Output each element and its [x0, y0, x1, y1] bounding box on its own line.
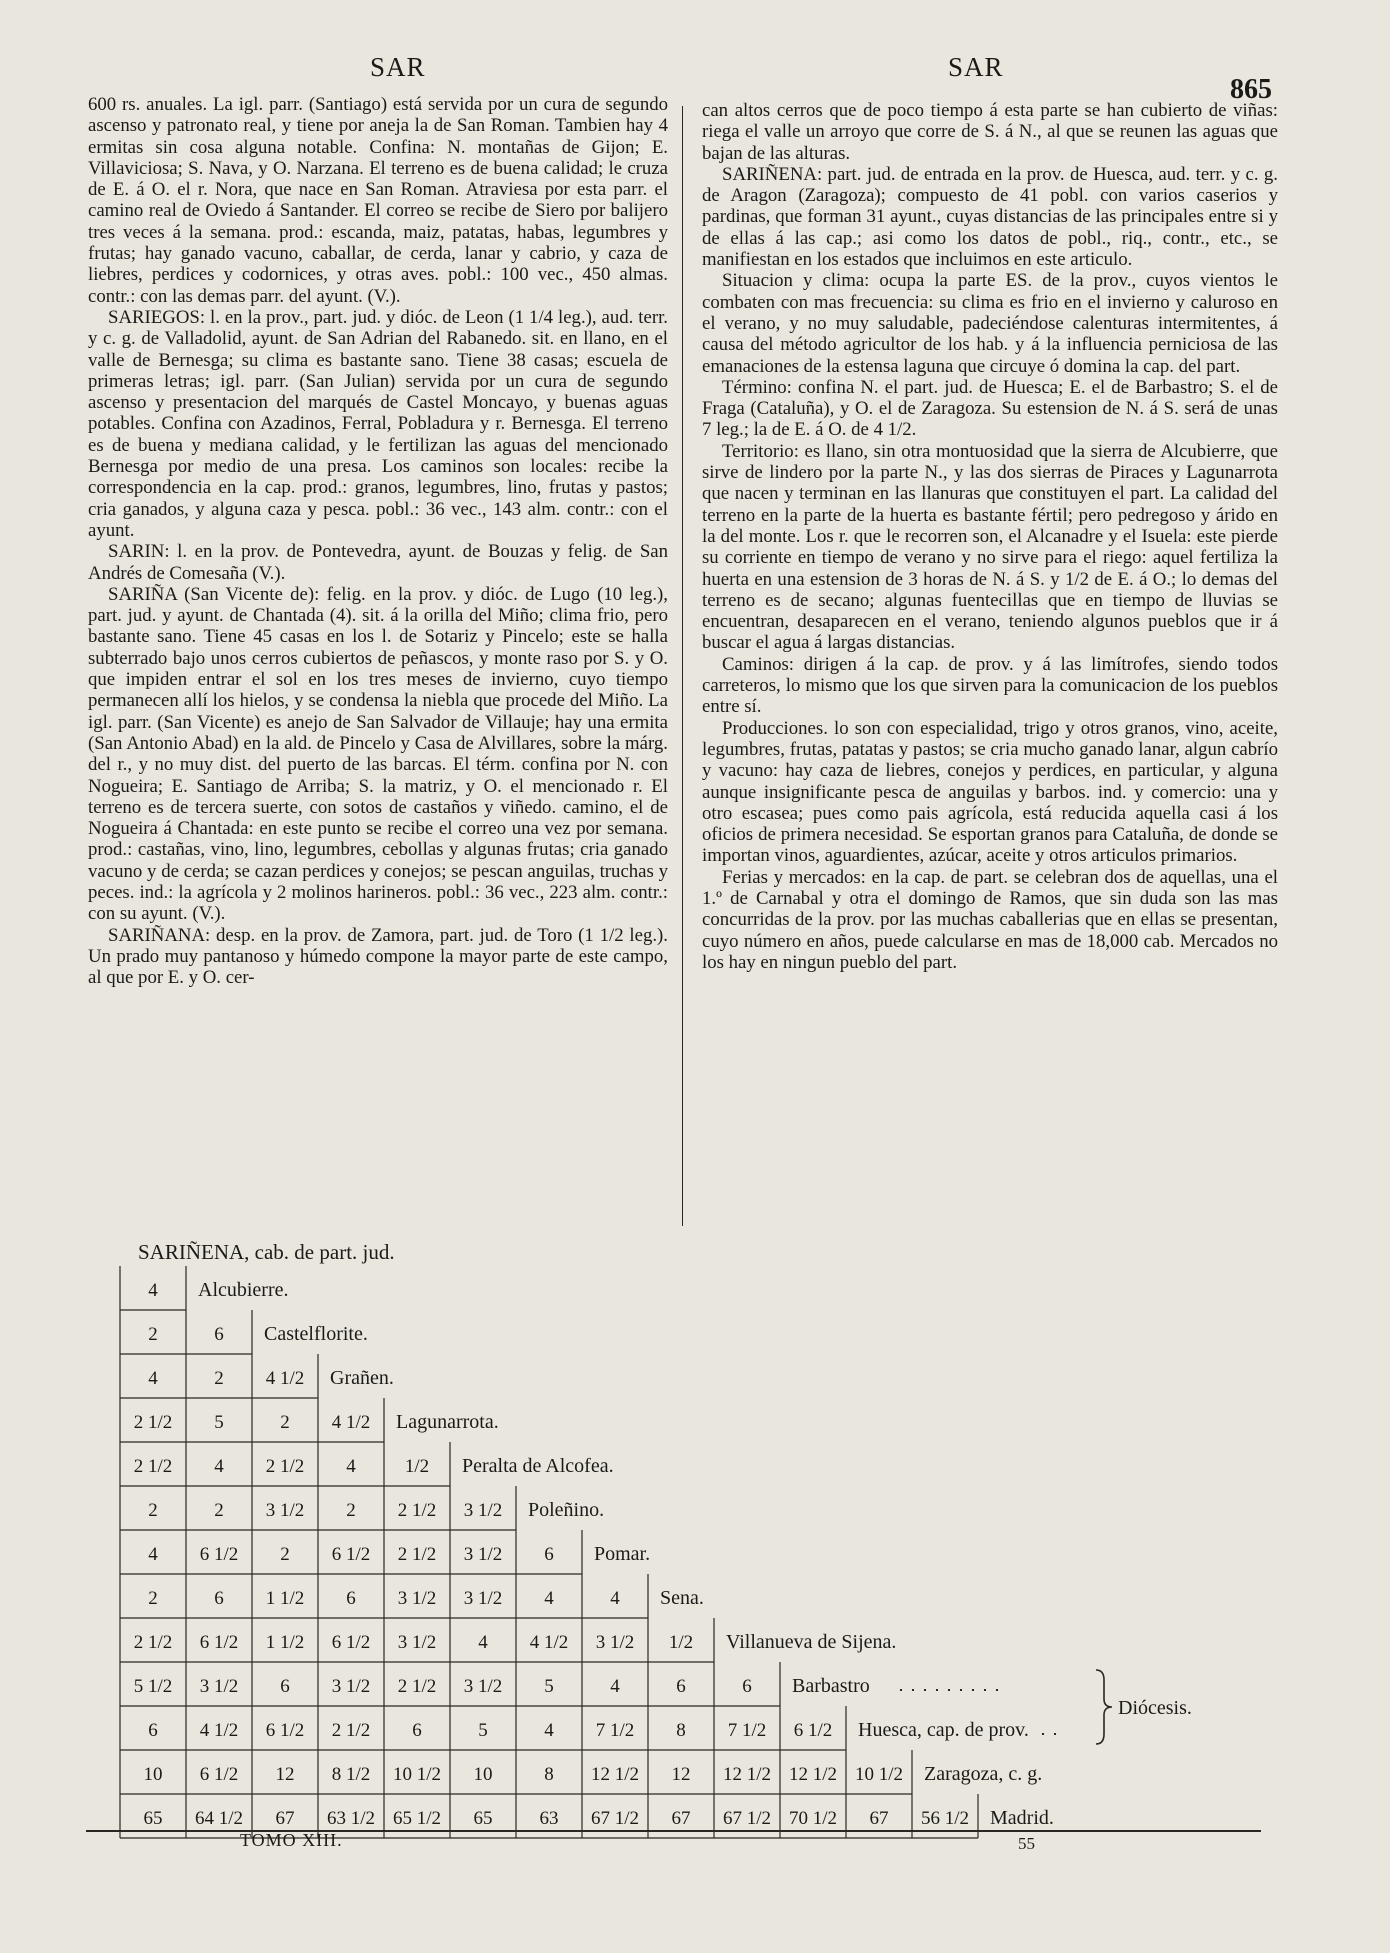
- table-cell: 12: [275, 1764, 295, 1785]
- table-cell: 6 1/2: [199, 1632, 239, 1653]
- table-cell: 4: [544, 1720, 554, 1741]
- left-column: [88, 94, 668, 988]
- table-cell: 2: [346, 1500, 356, 1521]
- table-cell: 4: [346, 1456, 356, 1477]
- table-cell: 67 1/2: [590, 1808, 640, 1829]
- table-cell: 6 1/2: [793, 1720, 833, 1741]
- right-paragraph: Situacion y clima: ocupa la parte ES. de la prov., cuyos vientos le combaten con mas frecuencia: su clima es frio en el invierno y caluroso en el verano, y no muy saludable, padeciéndose calenturas intermitentes, á causa del método agricultor de los hab. y á la influencia perniciosa de las emanaciones de la estensa laguna que circuye ó domina la cap. del part.: [702, 270, 1278, 377]
- table-cell: 12: [671, 1764, 691, 1785]
- table-cell: 6: [214, 1588, 224, 1609]
- table-cell: 2: [148, 1588, 158, 1609]
- footer-signature: 55: [1018, 1834, 1035, 1853]
- table-cell: 3 1/2: [463, 1588, 503, 1609]
- table-cell: 6: [214, 1324, 224, 1345]
- table-cell: 12 1/2: [722, 1764, 772, 1785]
- table-cell: 70 1/2: [788, 1808, 838, 1829]
- table-cell: 10 1/2: [854, 1764, 904, 1785]
- table-cell: 8: [676, 1720, 686, 1741]
- distance-table-title: SARIÑENA, cab. de part. jud.: [138, 1240, 395, 1264]
- table-cell: 1 1/2: [265, 1632, 305, 1653]
- bracket-label: Diócesis.: [1118, 1697, 1192, 1719]
- table-cell: 2: [148, 1324, 158, 1345]
- table-row-label: Alcubierre.: [198, 1279, 289, 1301]
- running-header-left: SAR: [370, 52, 426, 82]
- table-cell: 5: [544, 1676, 554, 1697]
- table-cell: 10: [143, 1764, 163, 1785]
- table-cell: 5 1/2: [133, 1676, 173, 1697]
- table-row-label: Peralta de Alcofea.: [462, 1455, 614, 1477]
- left-paragraph: 600 rs. anuales. La igl. parr. (Santiago) está servida por un cura de segundo ascenso y patronato real, y tiene por aneja la de San Roman. Tambien hay 4 ermitas sin cosa alguna notable. Confina: N. montañas de Gijon; E. Villaviciosa; S. Nava, y O. Narzana. El terreno es de buena calidad; le cruza de E. á O. el r. Nora, que nace en San Roman. Atraviesa por esta parr. el camino real de Oviedo á Santander. El correo se recibe de Siero por balijero tres veces á la semana. prod.: escanda, maiz, patatas, habas, legumbres y frutas; hay ganado vacuno, caballar, de cerda, lanar y cabrio, y caza de liebres, perdices y codornices, y otras aves. pobl.: 100 vec., 450 almas. contr.: con las demas parr. del ayunt. (V.).: [88, 94, 668, 307]
- table-cell: 63 1/2: [326, 1808, 376, 1829]
- table-cell: 6 1/2: [199, 1544, 239, 1565]
- table-cell: 67: [869, 1808, 889, 1829]
- table-row-label: Barbastro: [792, 1675, 870, 1697]
- table-cell: 7 1/2: [727, 1720, 767, 1741]
- table-row-label: Sena.: [660, 1587, 704, 1609]
- table-cell: 7 1/2: [595, 1720, 635, 1741]
- table-cell: 2 1/2: [133, 1412, 173, 1433]
- table-cell: 4 1/2: [199, 1720, 239, 1741]
- footer-volume: TOMO XIII.: [240, 1830, 343, 1850]
- right-paragraph: SARIÑENA: part. jud. de entrada en la prov. de Huesca, aud. terr. y c. g. de Aragon (Zaragoza); compuesto de 41 pobl. con varios caserios y pardinas, que forman 31 ayunt., cuyas distancias de las principales entre si y de ellas á las cap.; asi como los datos de pobl., riq., contr., etc., se manifiestan en los estados que incluimos en este articulo.: [702, 163, 1278, 271]
- table-cell: 2 1/2: [133, 1456, 173, 1477]
- distance-table: [120, 1266, 1280, 1836]
- table-cell: 1/2: [404, 1456, 430, 1477]
- table-cell: 3 1/2: [265, 1500, 305, 1521]
- table-cell: 67: [275, 1808, 295, 1829]
- table-cell: 2 1/2: [397, 1676, 437, 1697]
- table-cell: 2: [214, 1368, 224, 1389]
- table-cell: 4 1/2: [529, 1632, 569, 1653]
- table-cell: 2: [280, 1544, 290, 1565]
- page-number: 865: [1230, 74, 1272, 105]
- right-paragraph: Ferias y mercados: en la cap. de part. se celebran dos de aquellas, una el 1.º de Carnabal y otra el domingo de Ramos, que sin duda son las mas concurridas de la prov. por las muchas caballerias que en ellas se presentan, cuyo número en años, puede calcularse en mas de 18,000 cab. Mercados no los hay en ningun pueblo del part.: [702, 866, 1278, 973]
- table-cell: 3 1/2: [463, 1544, 503, 1565]
- table-cell: 6: [676, 1676, 686, 1697]
- table-cell: 67 1/2: [722, 1808, 772, 1829]
- table-cell: 2 1/2: [397, 1500, 437, 1521]
- left-paragraph: SARIÑA (San Vicente de): felig. en la prov. y dióc. de Lugo (10 leg.), part. jud. y ayunt. de Chantada (4). sit. á la orilla del Miño; clima frio, pero bastante sano. Tiene 45 casas en los l. de Sotariz y Pincelo; este se halla subterrado bajo unos cerros cubiertos de peñascos, y monte raso por S. y O. que impiden entrar el sol en los tres meses de invierno, cuyo tiempo permanecen allí los hielos, y se condensa la niebla que procede del Miño. La igl. parr. (San Vicente) es anejo de San Salvador de Villauje; hay una ermita (San Antonio Abad) en la ald. de Pincelo y Casa de Alvillares, sobre la márg. del r., y no muy dist. del puerto de las barcas. El térm. confina por N. con Nogueira; E. Santiago de Arriba; S. la matriz, y O. el mencionado r. El terreno es de tercera suerte, con sotos de castaños y viñedo. camino, el de Nogueira á Chantada: en este punto se recibe el correo una vez por semana. prod.: castañas, vino, lino, legumbres, cebollas y algunas frutas; cria ganado vacuno y de cerda; se cazan perdices y conejos; se pescan anguilas, truchas y peces. ind.: la agrícola y 2 molinos harineros. pobl.: 36 vec., 223 alm. contr.: con su ayunt. (V.).: [88, 583, 668, 925]
- table-cell: 1 1/2: [265, 1588, 305, 1609]
- left-paragraph: SARIEGOS: l. en la prov., part. jud. y dióc. de Leon (1 1/4 leg.), aud. terr. y c. g. de Valladolid, ayunt. de San Adrian del Rabanedo. sit. en llano, en el valle de Bernesga; su clima es bastante sano. Tiene 38 casas; escuela de primeras letras; igl. parr. (San Julian) servida por un cura de segundo ascenso y presentacion del marqués de Castel Moncayo, y buenas aguas potables. Confina con Azadinos, Ferral, Pobladura y r. Bernesga. El terreno es de buena y mediana calidad, y le fertilizan las aguas del mencionado Bernesga por medio de una presa. Los caminos son locales: recibe la correspondencia en la cap. prod.: granos, legumbres, lino, frutas y pastos; cria ganados, y alguna caza y pesca. pobl.: 36 vec., 143 alm. contr.: con el ayunt.: [88, 306, 668, 541]
- table-cell: 12 1/2: [590, 1764, 640, 1785]
- table-cell: 2 1/2: [397, 1544, 437, 1565]
- table-row-label: Pomar.: [594, 1543, 651, 1565]
- table-row-label: Madrid.: [990, 1807, 1054, 1829]
- table-cell: 4: [610, 1676, 620, 1697]
- table-row-label: Lagunarrota.: [396, 1411, 499, 1433]
- table-cell: 63: [539, 1808, 559, 1829]
- table-cell: 2 1/2: [133, 1632, 173, 1653]
- table-row-label: Zaragoza, c. g.: [924, 1763, 1043, 1785]
- table-row-label: Castelflorite.: [264, 1323, 368, 1345]
- right-column: [702, 100, 1278, 973]
- brace-icon: [1096, 1670, 1112, 1744]
- right-paragraph: Caminos: dirigen á la cap. de prov. y á las limítrofes, siendo todos carreteros, lo mismo que los que sirven para la comunicacion de los pueblos entre sí.: [702, 653, 1278, 718]
- table-cell: 3 1/2: [595, 1632, 635, 1653]
- table-cell: 65: [473, 1808, 493, 1829]
- table-cell: 64 1/2: [194, 1808, 244, 1829]
- right-paragraph: Producciones. lo son con especialidad, trigo y otros granos, vino, aceite, legumbres, frutas, patatas y pastos; se cria mucho ganado lanar, algun cabrío y vacuno: hay caza de liebres, conejos y perdices, en particular, y alguna aunque insignificante pesca de anguilas y barbos. ind. y comercio: una y otro escasea; pues como pais agrícola, está reducida aquella casi á los oficios de primera necesidad. Se esportan granos para Cataluña, de donde se importan vinos, aguardientes, azúcar, aceite y otros articulos primarios.: [702, 717, 1278, 867]
- column-divider: [682, 106, 683, 1226]
- table-cell: 3 1/2: [397, 1632, 437, 1653]
- table-cell: 3 1/2: [397, 1588, 437, 1609]
- table-cell: 4: [610, 1588, 620, 1609]
- table-cell: 8 1/2: [331, 1764, 371, 1785]
- table-cell: 1/2: [668, 1632, 694, 1653]
- left-paragraph: SARIÑANA: desp. en la prov. de Zamora, part. jud. de Toro (1 1/2 leg.). Un prado muy pantanoso y húmedo compone la mayor parte de este campo, al que por E. y O. cer-: [88, 924, 668, 989]
- table-cell: 2 1/2: [331, 1720, 371, 1741]
- table-cell: 65: [143, 1808, 163, 1829]
- table-cell: 5: [478, 1720, 488, 1741]
- table-cell: 56 1/2: [920, 1808, 970, 1829]
- table-cell: 2: [214, 1500, 224, 1521]
- table-cell: 10: [473, 1764, 493, 1785]
- table-cell: 6: [544, 1544, 554, 1565]
- table-cell: 2: [148, 1500, 158, 1521]
- table-cell: 6 1/2: [331, 1544, 371, 1565]
- right-paragraph: Término: confina N. el part. jud. de Huesca; E. el de Barbastro; S. el de Fraga (Cataluña), y O. el de Zaragoza. Su estension de N. á S. será de unas 7 leg.; la de E. á O. de 4 1/2.: [702, 376, 1278, 441]
- table-cell: 2 1/2: [265, 1456, 305, 1477]
- table-cell: 8: [544, 1764, 554, 1785]
- table-cell: 6 1/2: [265, 1720, 305, 1741]
- table-cell: 65 1/2: [392, 1808, 442, 1829]
- table-cell: 6 1/2: [331, 1632, 371, 1653]
- table-cell: 2: [280, 1412, 290, 1433]
- table-cell: 3 1/2: [199, 1676, 239, 1697]
- table-cell: 6 1/2: [199, 1764, 239, 1785]
- table-cell: 5: [214, 1412, 224, 1433]
- table-cell: 6: [346, 1588, 356, 1609]
- table-cell: 6: [412, 1720, 422, 1741]
- table-cell: 4 1/2: [331, 1412, 371, 1433]
- table-cell: 4: [214, 1456, 224, 1477]
- right-paragraph: can altos cerros que de poco tiempo á esta parte se han cubierto de viñas: riega el valle un arroyo que corre de S. á N., al que se reunen las aguas que bajan de las alturas.: [702, 100, 1278, 164]
- table-cell: 6: [280, 1676, 290, 1697]
- table-cell: 4: [148, 1368, 158, 1389]
- table-cell: 6: [148, 1720, 158, 1741]
- table-cell: 4: [148, 1544, 158, 1565]
- table-cell: 67: [671, 1808, 691, 1829]
- table-cell: 4: [148, 1280, 158, 1301]
- table-row-label: Grañen.: [330, 1367, 394, 1389]
- table-cell: 4: [544, 1588, 554, 1609]
- table-row-label: Villanueva de Sijena.: [726, 1631, 897, 1653]
- table-cell: 3 1/2: [331, 1676, 371, 1697]
- left-paragraph: SARIN: l. en la prov. de Pontevedra, ayunt. de Bouzas y felig. de San Andrés de Comesaña (V.).: [88, 541, 668, 584]
- running-header-right: SAR: [948, 52, 1004, 82]
- table-cell: 3 1/2: [463, 1500, 503, 1521]
- table-cell: 6: [742, 1676, 752, 1697]
- right-paragraph: Territorio: es llano, sin otra montuosidad que la sierra de Alcubierre, que sirve de lindero por la parte N., y las dos sierras de Piraces y Lagunarrota que nacen y terminan en las llanuras que constituyen el part. La calidad del terreno en la parte de la huerta es bastante fértil; pero pedregoso y árido en la del monte. Los r. que le recorren son, el Alcanadre y el Isuela: este pierde su corriente en tiempo de verano y no sirve para el riego: aquel fertiliza la huerta en una estension de 3 horas de N. á S. y 1/2 de E. á O.; lo demas del terreno es de secano; algunas fuentecillas que en tiempo de lluvias se encuentran, desaparecen en el verano, teniendo algunos pueblos que ir á buscar el agua á largas distancias.: [702, 440, 1278, 654]
- table-cell: 3 1/2: [463, 1676, 503, 1697]
- table-cell: 12 1/2: [788, 1764, 838, 1785]
- table-row-label: Huesca, cap. de prov.: [858, 1719, 1029, 1741]
- table-cell: 4: [478, 1632, 488, 1653]
- distance-table-grid: [120, 1266, 1280, 1836]
- table-cell: 10 1/2: [392, 1764, 442, 1785]
- table-cell: 4 1/2: [265, 1368, 305, 1389]
- table-row-label: Poleñino.: [528, 1499, 605, 1521]
